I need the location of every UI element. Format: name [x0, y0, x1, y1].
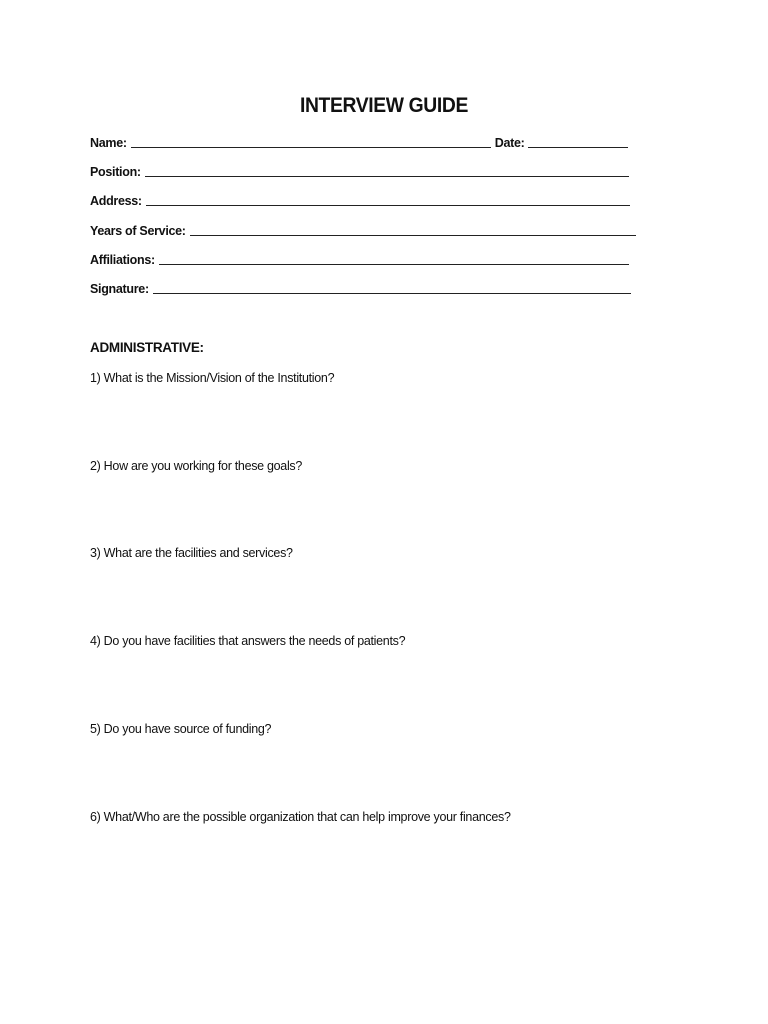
affiliations-blank-line[interactable] — [159, 263, 629, 265]
affiliations-label: Affiliations: — [90, 253, 155, 267]
signature-row — [90, 278, 631, 296]
signature-label: Signature: — [90, 282, 149, 296]
name-label: Name: — [90, 136, 127, 150]
name-date-row — [90, 132, 628, 150]
address-row — [90, 190, 630, 208]
address-blank-line[interactable] — [146, 204, 630, 206]
position-blank-line[interactable] — [145, 175, 629, 177]
signature-blank-line[interactable] — [153, 292, 631, 294]
position-row — [90, 161, 629, 179]
question-2: 2) How are you working for these goals? — [90, 459, 303, 473]
date-blank-line[interactable] — [528, 146, 628, 148]
page-title: INTERVIEW GUIDE — [299, 94, 469, 117]
years-of-service-row — [90, 220, 636, 238]
address-label: Address: — [90, 194, 142, 208]
question-4: 4) Do you have facilities that answers the needs of patients? — [90, 634, 406, 648]
question-6: 6) What/Who are the possible organization that can help improve your finances? — [90, 810, 511, 824]
question-5: 5) Do you have source of funding? — [90, 722, 272, 736]
name-blank-line[interactable] — [131, 146, 491, 148]
section-heading-administrative: ADMINISTRATIVE: — [90, 340, 204, 355]
years-of-service-label: Years of Service: — [90, 224, 186, 238]
date-label: Date: — [494, 136, 525, 150]
years-of-service-blank-line[interactable] — [190, 234, 636, 236]
position-label: Position: — [90, 165, 141, 179]
question-1: 1) What is the Mission/Vision of the Institution? — [90, 371, 335, 385]
affiliations-row — [90, 249, 629, 267]
question-3: 3) What are the facilities and services? — [90, 546, 293, 560]
